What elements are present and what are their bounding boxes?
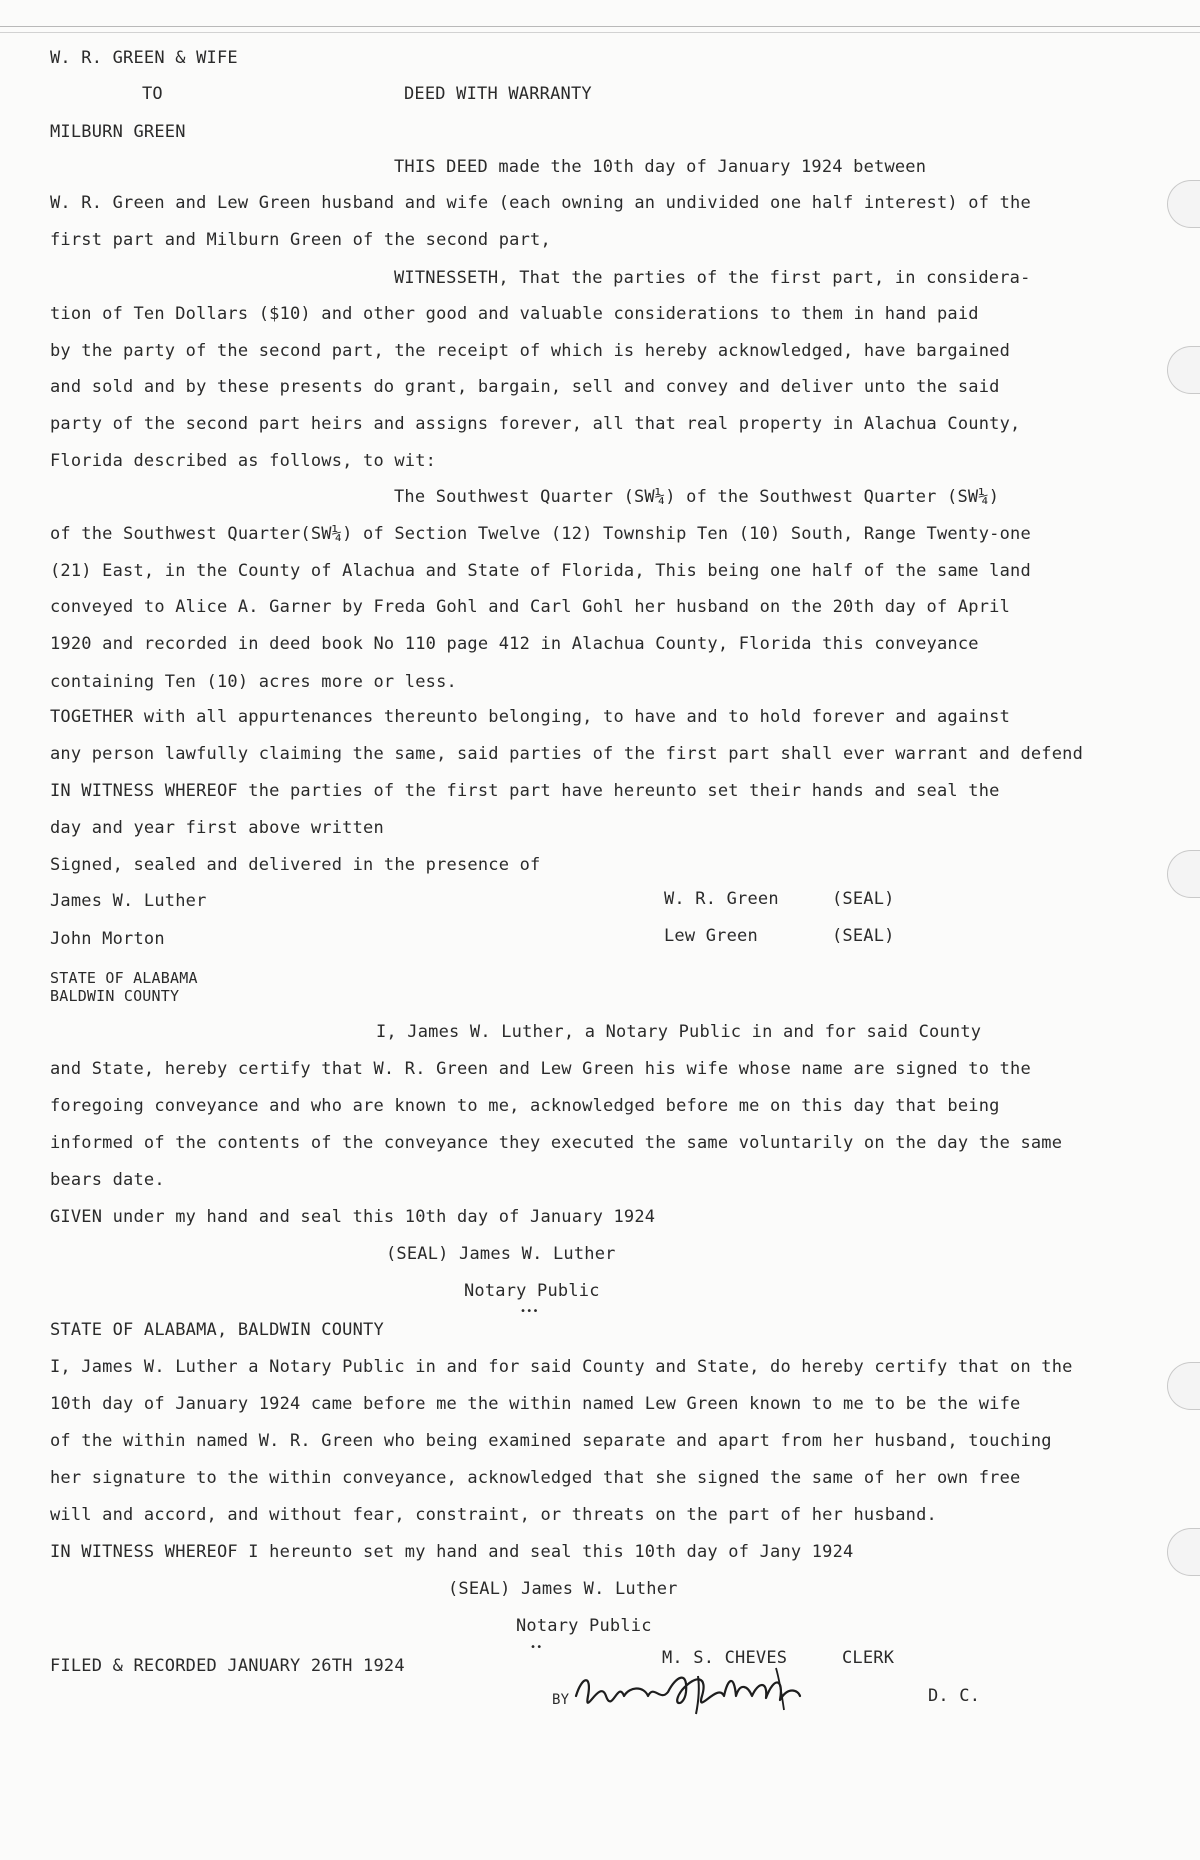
grantor-signature-name: Lew Green: [664, 926, 758, 946]
separator-dots: •••: [520, 1306, 539, 1317]
clerk-title: CLERK: [842, 1648, 895, 1668]
property-description-line: conveyed to Alice A. Garner by Freda Gohl and Carl Gohl her husband on the 20th day of April: [50, 597, 1011, 617]
separate-acknowledgment-line: of the within named W. R. Green who being examined separate and apart from her husband, touching: [50, 1431, 1052, 1451]
in-witness-line: IN WITNESS WHEREOF I hereunto set my hand and seal this 10th day of Jany 1924: [50, 1542, 854, 1562]
notary-title: Notary Public: [464, 1281, 600, 1301]
property-description-line: (21) East, in the County of Alachua and State of Florida, This being one half of the same land: [50, 561, 1031, 581]
venue-state: STATE OF ALABAMA: [50, 969, 198, 987]
notary-seal-line: (SEAL) James W. Luther: [386, 1244, 616, 1264]
binder-hole: [1167, 1362, 1200, 1410]
witnesseth-line: by the party of the second part, the receipt of which is hereby acknowledged, have bargained: [50, 341, 1011, 361]
together-clause-line: any person lawfully claiming the same, said parties of the first part shall ever warrant and defend: [50, 744, 1084, 764]
acknowledgment-line: informed of the contents of the conveyance they executed the same voluntarily on the day the same: [50, 1133, 1063, 1153]
separate-acknowledgment-line: 10th day of January 1924 came before me the within named Lew Green known to me to be the wife: [50, 1394, 1021, 1414]
deed-intro-line: first part and Milburn Green of the second part,: [50, 230, 551, 250]
seal-mark: (SEAL): [832, 926, 895, 946]
binder-hole: [1167, 180, 1200, 228]
binder-hole: [1167, 346, 1200, 394]
witnesseth-line: WITNESSETH, That the parties of the first part, in considera-: [394, 268, 1031, 288]
property-description-line: containing Ten (10) acres more or less.: [50, 672, 457, 692]
filed-recorded-line: FILED & RECORDED JANUARY 26TH 1924: [50, 1656, 405, 1676]
grantor-heading: W. R. GREEN & WIFE: [50, 48, 238, 68]
venue-heading: STATE OF ALABAMA, BALDWIN COUNTY: [50, 1320, 384, 1340]
grantor-signature-name: W. R. Green: [664, 889, 779, 909]
seal-mark: (SEAL): [832, 889, 895, 909]
document-title: DEED WITH WARRANTY: [404, 84, 592, 104]
property-description-line: of the Southwest Quarter(SW¼) of Section Twelve (12) Township Ten (10) South, Range Twenty-one: [50, 524, 1031, 544]
in-witness-line: IN WITNESS WHEREOF the parties of the first part have hereunto set their hands and seal the: [50, 781, 1000, 801]
in-witness-line: day and year first above written: [50, 818, 384, 838]
by-label: BY: [552, 1692, 570, 1708]
top-edge-line-2: [0, 32, 1200, 33]
together-clause-line: TOGETHER with all appurtenances thereunto belonging, to have and to hold forever and against: [50, 707, 1011, 727]
deed-intro-line: THIS DEED made the 10th day of January 1924 between: [394, 157, 927, 177]
separate-acknowledgment-line: her signature to the within conveyance, acknowledged that she signed the same of her own free: [50, 1468, 1021, 1488]
grantee-heading: MILBURN GREEN: [50, 122, 186, 142]
acknowledgment-line: and State, hereby certify that W. R. Green and Lew Green his wife whose name are signed to the: [50, 1059, 1031, 1079]
acknowledgment-line: I, James W. Luther, a Notary Public in and for said County: [376, 1022, 982, 1042]
witnesseth-line: and sold and by these presents do grant, bargain, sell and convey and deliver unto the said: [50, 377, 1000, 397]
deputy-clerk-initials: D. C.: [928, 1686, 981, 1706]
clerk-name: M. S. CHEVES: [662, 1648, 788, 1668]
to-heading: TO: [142, 84, 163, 104]
binder-hole: [1167, 1528, 1200, 1576]
binder-hole: [1167, 850, 1200, 898]
witness-name: John Morton: [50, 929, 165, 949]
acknowledgment-line: foregoing conveyance and who are known to me, acknowledged before me on this day that being: [50, 1096, 1000, 1116]
given-under-hand-line: GIVEN under my hand and seal this 10th day of January 1924: [50, 1207, 656, 1227]
venue-county: BALDWIN COUNTY: [50, 987, 180, 1005]
top-edge-line: [0, 26, 1200, 27]
property-description-line: 1920 and recorded in deed book No 110 page 412 in Alachua County, Florida this conveyance: [50, 634, 979, 654]
witnesseth-line: tion of Ten Dollars ($10) and other good and valuable considerations to them in hand paid: [50, 304, 979, 324]
deputy-clerk-signature: [548, 1656, 818, 1718]
witnesseth-line: party of the second part heirs and assigns forever, all that real property in Alachua County,: [50, 414, 1021, 434]
deed-intro-line: W. R. Green and Lew Green husband and wife (each owning an undivided one half interest) of the: [50, 193, 1031, 213]
separate-acknowledgment-line: I, James W. Luther a Notary Public in and for said County and State, do hereby certify that on the: [50, 1357, 1073, 1377]
signed-sealed-line: Signed, sealed and delivered in the presence of: [50, 855, 541, 875]
notary-title: Notary Public: [516, 1616, 652, 1636]
notary-seal-line: (SEAL) James W. Luther: [448, 1579, 678, 1599]
acknowledgment-line: bears date.: [50, 1170, 165, 1190]
property-description-line: The Southwest Quarter (SW¼) of the Southwest Quarter (SW¼): [394, 487, 1000, 507]
separate-acknowledgment-line: will and accord, and without fear, constraint, or threats on the part of her husband.: [50, 1505, 937, 1525]
witness-name: James W. Luther: [50, 891, 207, 911]
separator-dots: ••: [530, 1642, 543, 1653]
witnesseth-line: Florida described as follows, to wit:: [50, 451, 437, 471]
